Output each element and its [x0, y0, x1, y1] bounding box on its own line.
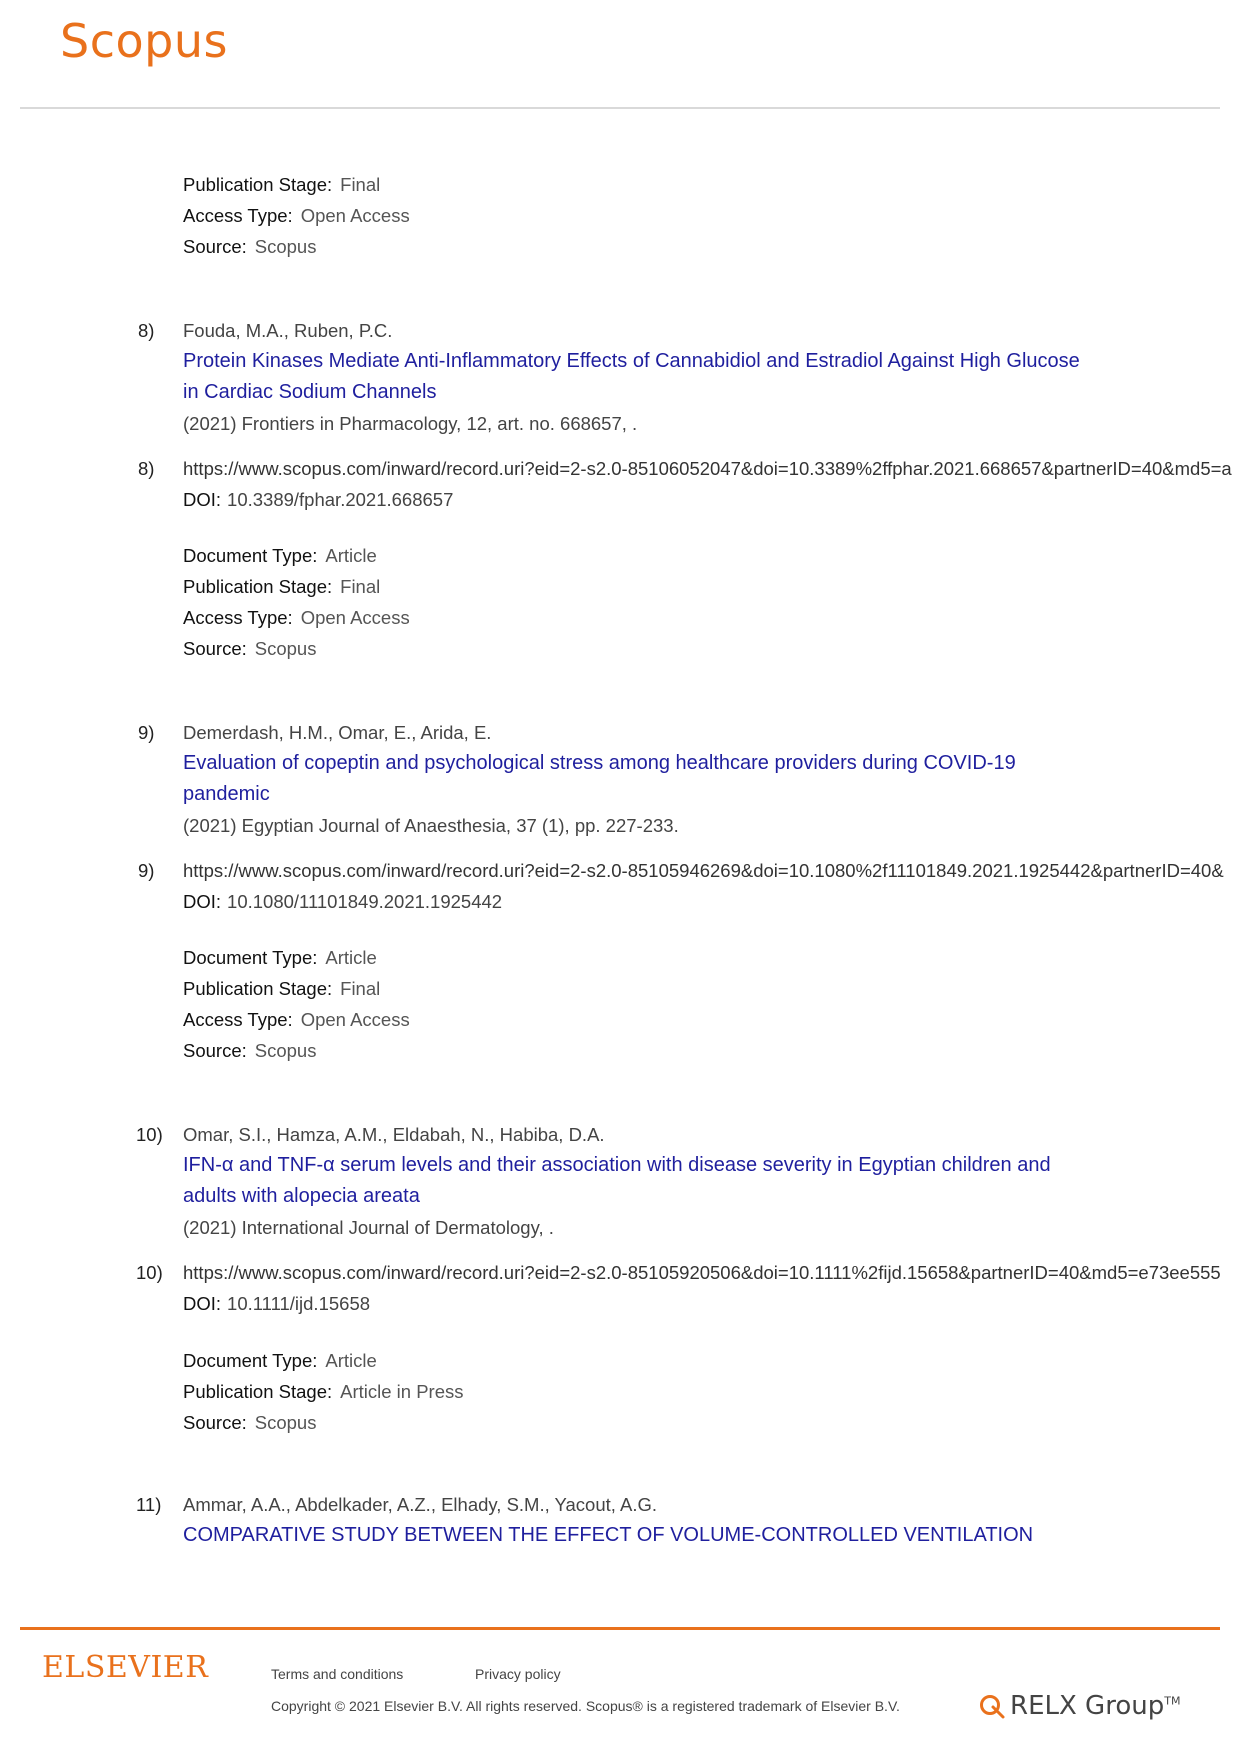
document-type-label: Document Type: — [183, 1350, 318, 1371]
publication-stage-row — [183, 1381, 464, 1403]
doi-label: DOI: — [183, 891, 222, 912]
entry-number: 9) — [138, 722, 155, 743]
terms-link[interactable]: Terms and conditions — [271, 1666, 404, 1682]
document-type-value: Article — [325, 545, 377, 566]
entry-url-link[interactable]: https://www.scopus.com/inward/record.uri?eid=2-s2.0-85105946269&doi=10.1080%2f11101849.2021.1925442&partnerID=40& — [183, 860, 1224, 881]
document-type-row — [183, 1350, 377, 1372]
entry-citation: (2021) Egyptian Journal of Anaesthesia, 37 (1), pp. 227-233. — [183, 815, 679, 836]
entry-doi-row — [183, 489, 453, 511]
entry-citation: (2021) Frontiers in Pharmacology, 12, art. no. 668657, . — [183, 413, 638, 434]
relx-logo[interactable] — [978, 1689, 1180, 1723]
page-header — [0, 0, 1240, 110]
relx-mark-icon — [978, 1692, 1006, 1720]
publication-stage-label: Publication Stage: — [183, 1381, 333, 1402]
source-value: Scopus — [254, 1040, 317, 1061]
publication-stage-row — [183, 576, 380, 598]
entry-doi-row — [183, 1293, 370, 1315]
entry-number: 11) — [136, 1494, 162, 1515]
document-type-value: Article — [325, 947, 377, 968]
entry-title-link[interactable]: adults with alopecia areata — [183, 1185, 420, 1207]
publication-stage-label: Publication Stage: — [183, 576, 333, 597]
publication-stage-value: Final — [340, 174, 381, 195]
publication-stage-row — [183, 174, 380, 196]
document-type-label: Document Type: — [183, 545, 318, 566]
access-type-row — [183, 607, 410, 629]
scopus-logo[interactable]: Scopus — [60, 14, 228, 68]
document-type-value: Article — [325, 1350, 377, 1371]
entry-url-number: 10) — [136, 1262, 163, 1283]
publication-stage-label: Publication Stage: — [183, 978, 333, 999]
source-row — [183, 1040, 316, 1062]
access-type-value: Open Access — [300, 607, 410, 628]
header-divider — [20, 107, 1220, 109]
access-type-value: Open Access — [300, 205, 410, 226]
entry-url-number: 9) — [138, 860, 155, 881]
privacy-link[interactable]: Privacy policy — [475, 1666, 561, 1682]
entry-title-link[interactable]: Evaluation of copeptin and psychological stress among healthcare providers during COVID-19 — [183, 752, 1016, 774]
document-type-row — [183, 545, 377, 567]
doi-value: 10.1080/11101849.2021.1925442 — [227, 891, 503, 912]
entry-url-link[interactable]: https://www.scopus.com/inward/record.uri?eid=2-s2.0-85106052047&doi=10.3389%2ffphar.2021.668657&partnerID=40&md5=a — [183, 458, 1232, 479]
entry-title-link[interactable]: IFN-α and TNF-α serum levels and their association with disease severity in Egyptian children and — [183, 1154, 1051, 1176]
publication-stage-value: Article in Press — [340, 1381, 464, 1402]
access-type-label: Access Type: — [183, 607, 293, 628]
doi-label: DOI: — [183, 489, 222, 510]
entry-authors: Omar, S.I., Hamza, A.M., Eldabah, N., Habiba, D.A. — [183, 1124, 605, 1145]
entry-number: 10) — [136, 1124, 163, 1145]
source-value: Scopus — [254, 638, 317, 659]
access-type-row — [183, 205, 410, 227]
publication-stage-value: Final — [340, 576, 381, 597]
source-value: Scopus — [254, 236, 317, 257]
entry-url-link[interactable]: https://www.scopus.com/inward/record.uri?eid=2-s2.0-85105920506&doi=10.1111%2fijd.15658&partnerID=40&md5=e73ee555 — [183, 1262, 1221, 1283]
document-type-row — [183, 947, 377, 969]
source-label: Source: — [183, 638, 247, 659]
entry-number: 8) — [138, 320, 155, 341]
source-row — [183, 638, 316, 660]
entry-title-link[interactable]: pandemic — [183, 783, 270, 805]
source-row — [183, 236, 316, 258]
footer-divider — [20, 1627, 1220, 1630]
entry-doi-row — [183, 891, 502, 913]
access-type-value: Open Access — [300, 1009, 410, 1030]
doi-label: DOI: — [183, 1293, 222, 1314]
document-type-label: Document Type: — [183, 947, 318, 968]
source-label: Source: — [183, 236, 247, 257]
access-type-row — [183, 1009, 410, 1031]
publication-stage-row — [183, 978, 380, 1000]
entry-citation: (2021) International Journal of Dermatology, . — [183, 1217, 554, 1238]
doi-value: 10.3389/fphar.2021.668657 — [227, 489, 454, 510]
relx-wordmark: RELX Group™ — [1010, 1691, 1181, 1721]
entry-title-link[interactable]: in Cardiac Sodium Channels — [183, 381, 437, 403]
entry-authors: Demerdash, H.M., Omar, E., Arida, E. — [183, 722, 492, 743]
entry-authors: Fouda, M.A., Ruben, P.C. — [183, 320, 393, 341]
source-row — [183, 1412, 316, 1434]
entry-title-link[interactable]: Protein Kinases Mediate Anti-Inflammatory Effects of Cannabidiol and Estradiol Against High Glucose — [183, 350, 1080, 372]
entry-authors: Ammar, A.A., Abdelkader, A.Z., Elhady, S.M., Yacout, A.G. — [183, 1494, 658, 1515]
elsevier-logo[interactable]: ELSEVIER — [42, 1650, 209, 1685]
publication-stage-value: Final — [340, 978, 381, 999]
access-type-label: Access Type: — [183, 205, 293, 226]
access-type-label: Access Type: — [183, 1009, 293, 1030]
source-label: Source: — [183, 1040, 247, 1061]
publication-stage-label: Publication Stage: — [183, 174, 333, 195]
doi-value: 10.1111/ijd.15658 — [227, 1293, 371, 1314]
source-value: Scopus — [254, 1412, 317, 1433]
entry-url-number: 8) — [138, 458, 155, 479]
copyright-text: Copyright © 2021 Elsevier B.V. All rights reserved. Scopus® is a registered trademark of Elsevier B.V. — [271, 1698, 900, 1714]
entry-title-link[interactable]: COMPARATIVE STUDY BETWEEN THE EFFECT OF VOLUME-CONTROLLED VENTILATION — [183, 1524, 1034, 1546]
source-label: Source: — [183, 1412, 247, 1433]
